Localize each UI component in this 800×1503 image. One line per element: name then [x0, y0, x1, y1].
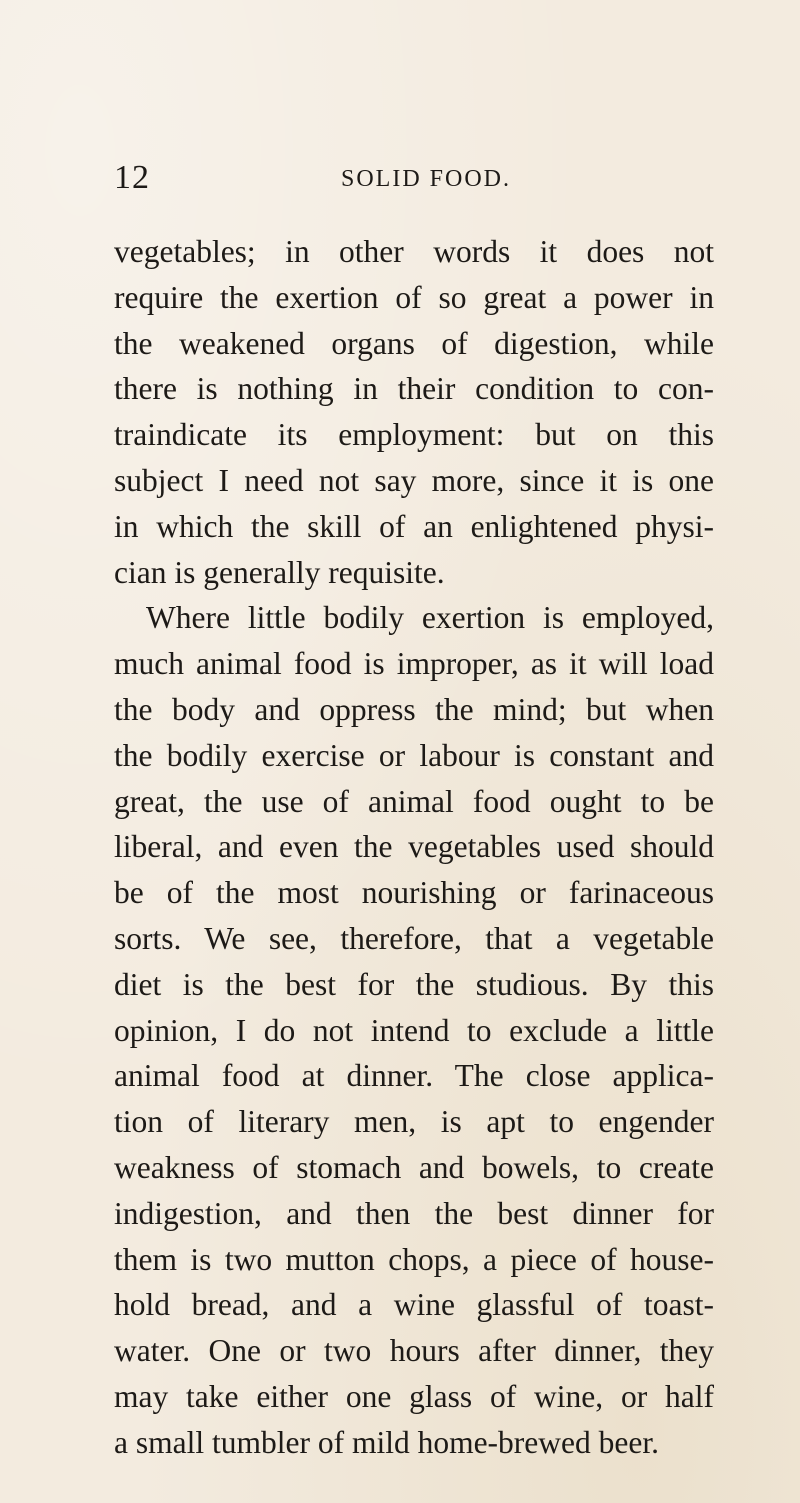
- text-line: indigestion, and then the best dinner for: [114, 1195, 714, 1231]
- text-line: great, the use of animal food ought to be: [114, 783, 714, 819]
- text-line: the weakened organs of digestion, while: [114, 325, 714, 361]
- running-head: [114, 158, 714, 198]
- text-line: in which the skill of an enlightened physi-: [114, 508, 714, 544]
- text-line: weakness of stomach and bowels, to create: [114, 1149, 714, 1185]
- text-line: much animal food is improper, as it will load: [114, 646, 714, 682]
- text-line: traindicate its employment: but on this: [114, 417, 714, 453]
- text-line: animal food at dinner. The close applica-: [114, 1058, 714, 1094]
- text-line: a small tumbler of mild home-brewed beer.: [114, 1424, 659, 1460]
- running-title: SOLID FOOD.: [341, 166, 512, 192]
- text-line: the bodily exercise or labour is constant and: [114, 737, 714, 773]
- text-line: subject I need not say more, since it is one: [114, 462, 714, 498]
- text-line: water. One or two hours after dinner, they: [114, 1333, 714, 1369]
- text-line: liberal, and even the vegetables used should: [114, 829, 714, 865]
- page-number: 12: [114, 159, 150, 196]
- text-line: cian is generally requisite.: [114, 554, 445, 590]
- text-line: vegetables; in other words it does not: [114, 234, 714, 269]
- body-text: [114, 229, 714, 1466]
- text-line: the body and oppress the mind; but when: [114, 691, 714, 727]
- text-line: there is nothing in their condition to con-: [114, 371, 714, 407]
- text-line: require the exertion of so great a power in: [114, 279, 714, 315]
- text-line: may take either one glass of wine, or half: [114, 1378, 714, 1414]
- text-line: them is two mutton chops, a piece of house-: [114, 1241, 714, 1277]
- text-line: hold bread, and a wine glassful of toast-: [114, 1287, 714, 1323]
- text-line: opinion, I do not intend to exclude a little: [114, 1012, 714, 1048]
- text-line: be of the most nourishing or farinaceous: [114, 875, 714, 911]
- text-line: tion of literary men, is apt to engender: [114, 1104, 714, 1140]
- text-line: diet is the best for the studious. By this: [114, 966, 714, 1002]
- text-line: sorts. We see, therefore, that a vegetable: [114, 920, 714, 956]
- text-line: Where little bodily exertion is employed,: [146, 600, 714, 636]
